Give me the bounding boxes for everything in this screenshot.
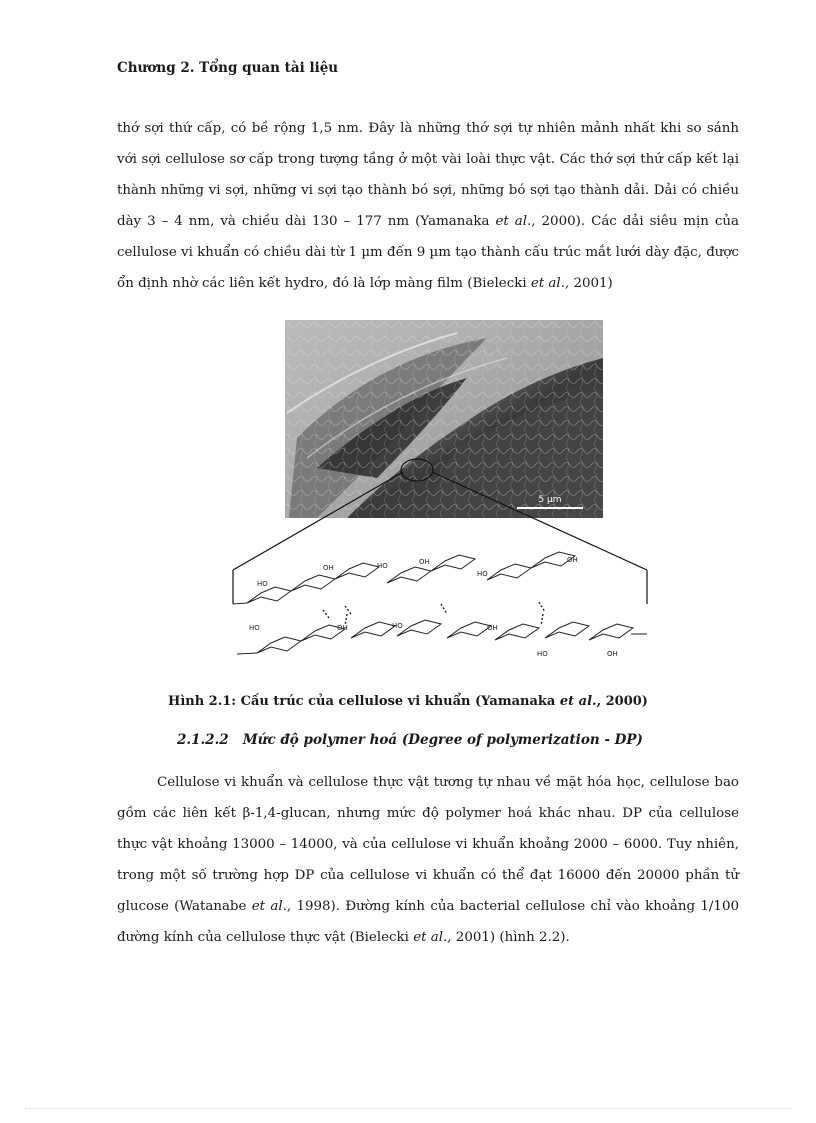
para2-etal-1: et al. bbox=[251, 899, 287, 914]
caption-text-1: Hình 2.1: Cấu trúc của cellulose vi khuẩn (Yamanaka bbox=[168, 694, 560, 709]
caption-text-2: , 2000) bbox=[596, 694, 648, 709]
section-title: Mức độ polymer hoá (Degree of polymerization - DP) bbox=[242, 732, 643, 748]
cellulose-chain-diagram bbox=[233, 552, 647, 654]
para1-text-2: , 2000). Các dải siêu mịn của cellulose vi khuẩn có chiều dài từ 1 µm đến 9 µm tạo thành cấu trúc mắt lưới dày đặc, được ổn định nhờ các liên kết hydro, đó là lớp màng film (Bielecki bbox=[117, 214, 739, 291]
hydroxyl-label-oh-6: OH bbox=[607, 650, 618, 658]
para2-text-2: , 1998). Đường kính của bacterial cellulose chỉ vào khoảng 1/100 đường kính của cellulose thực vật (Bielecki bbox=[117, 899, 739, 945]
hydroxyl-label-ho-1: HO bbox=[257, 580, 268, 588]
hydroxyl-label-oh-4: OH bbox=[337, 624, 348, 632]
para2-text-1: Cellulose vi khuẩn và cellulose thực vật tương tự nhau về mặt hóa học, cellulose bao gồm các liên kết β-1,4-glucan, nhưng mức độ polymer hoá khác nhau. DP của cellulose thực vật khoảng 13000 – 14000, và của cellulose vi khuẩn khoảng 2000 – 6000. Tuy nhiên, trong một số trường hợp DP của cellulose vi khuẩn có thể đạt 16000 đến 20000 phần tử glucose (Watanabe bbox=[117, 775, 739, 914]
hydroxyl-label-ho-6: HO bbox=[537, 650, 548, 658]
hydroxyl-label-ho-5: HO bbox=[392, 622, 403, 630]
hydroxyl-label-oh-5: OH bbox=[487, 624, 498, 632]
para1-etal-1: et al. bbox=[495, 214, 532, 229]
paragraph-2 bbox=[117, 767, 739, 953]
figure-cellulose-structure bbox=[227, 318, 657, 658]
caption-etal: et al. bbox=[559, 694, 597, 709]
section-number: 2.1.2.2 bbox=[177, 732, 229, 748]
figure-caption bbox=[0, 694, 816, 709]
para1-etal-2: et al. bbox=[530, 276, 565, 291]
hydroxyl-label-oh-1: OH bbox=[323, 564, 334, 572]
para1-text-1: thớ sợi thứ cấp, có bề rộng 1,5 nm. Đây là những thớ sợi tự nhiên mảnh nhất khi so sánh với sợi cellulose sơ cấp trong tượng tầng ở một vài loài thực vật. Các thớ sợi thứ cấp kết lại thành những vi sợi, những vi sợi tạo thành bó sợi, những bó sợi tạo thành dải. Dải có chiều dày 3 – 4 nm, và chiều dài 130 – 177 nm (Yamanaka bbox=[117, 121, 739, 229]
hydroxyl-label-oh-3: OH bbox=[567, 556, 578, 564]
scale-bar-label: 5 µm bbox=[538, 495, 562, 505]
figure-illustration bbox=[227, 318, 657, 658]
paragraph-1 bbox=[117, 113, 739, 299]
sem-micrograph bbox=[285, 320, 603, 518]
para2-etal-2: et al. bbox=[413, 930, 448, 945]
footer-divider bbox=[25, 1108, 791, 1109]
hydroxyl-label-ho-2: HO bbox=[377, 562, 388, 570]
para2-text-3: , 2001) (hình 2.2). bbox=[447, 930, 570, 945]
chapter-header: Chương 2. Tổng quan tài liệu bbox=[117, 60, 339, 76]
hydroxyl-label-ho-3: HO bbox=[477, 570, 488, 578]
section-heading bbox=[177, 732, 643, 748]
hydroxyl-label-ho-4: HO bbox=[249, 624, 260, 632]
hydroxyl-label-oh-2: OH bbox=[419, 558, 430, 566]
para1-text-3: , 2001) bbox=[564, 276, 613, 291]
